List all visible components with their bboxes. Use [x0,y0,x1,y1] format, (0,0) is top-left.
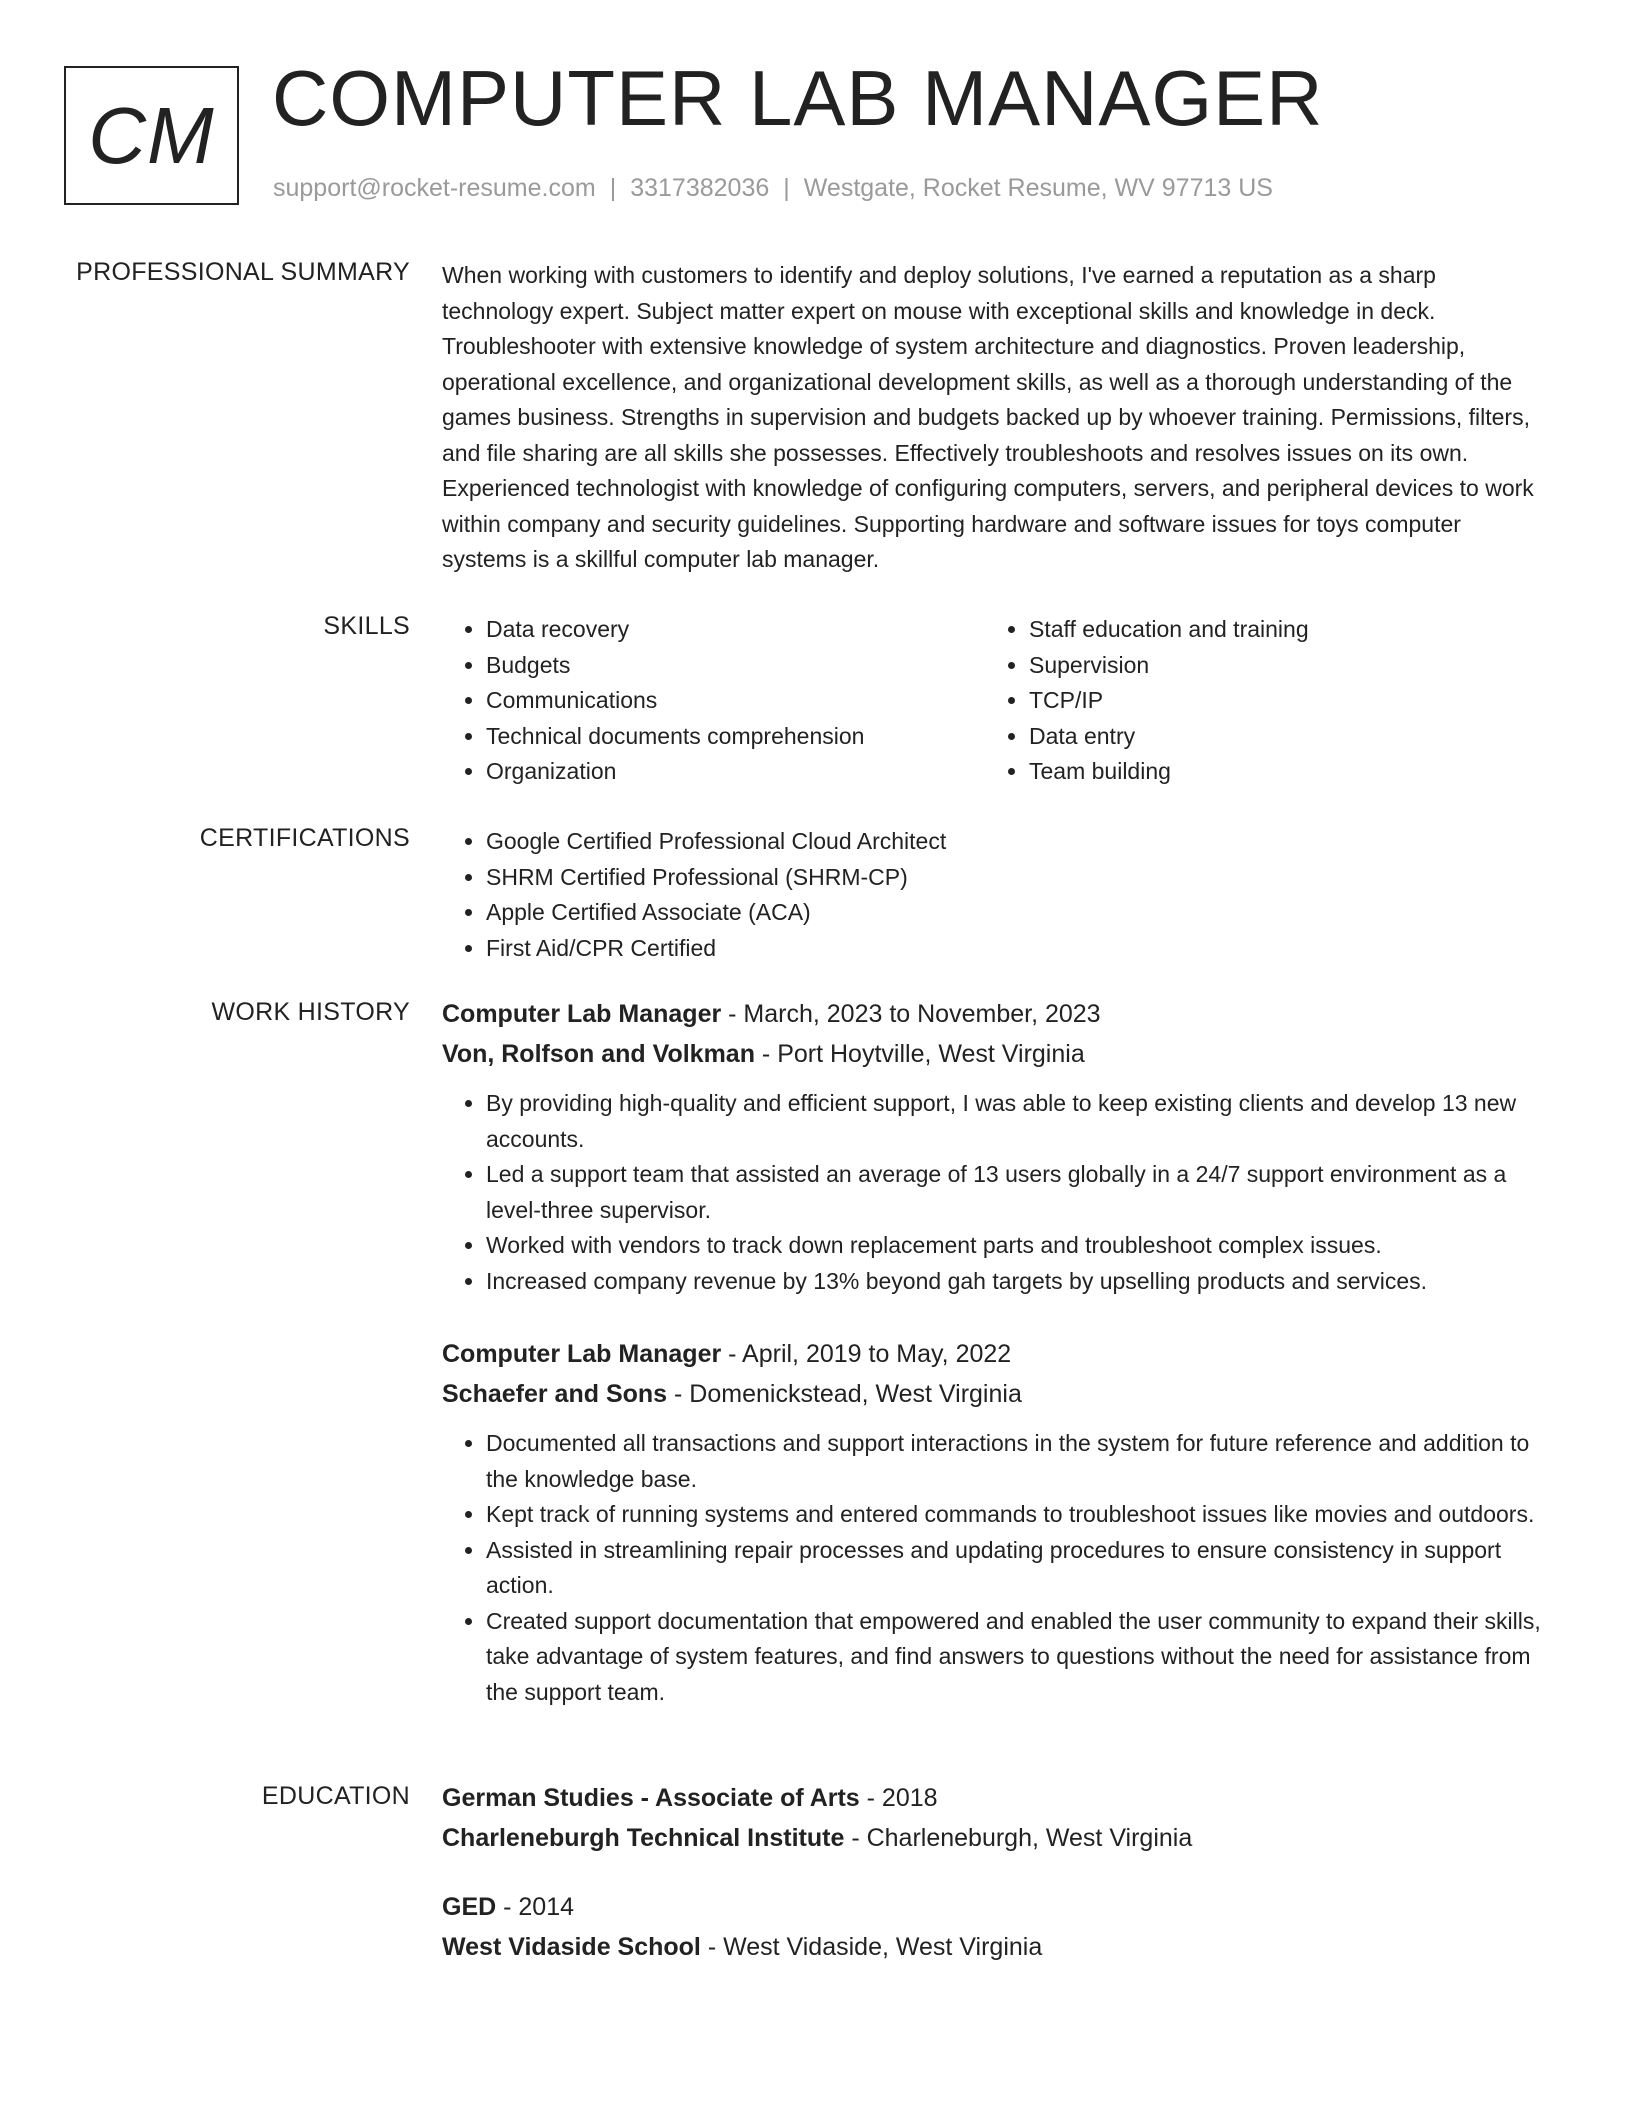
list-item: • Data recovery [486,612,985,648]
contact-address: Westgate, Rocket Resume, WV 97713 US [803,174,1273,202]
skills-column-right [985,612,1528,790]
skills-list [442,612,1550,790]
job-company: Schaefer and Sons [442,1380,668,1408]
degree-line [442,1778,1550,1818]
list-item: • Staff education and training [1029,612,1528,648]
list-item: • Supervision [1029,648,1528,684]
job-dates: - April, 2019 to May, 2022 [721,1340,1012,1368]
list-item: • First Aid/CPR Certified [486,931,1550,967]
list-item: • Google Certified Professional Cloud Architect [486,824,1550,860]
skills-column-left [442,612,985,790]
certifications-list [442,824,1550,966]
list-item: • Worked with vendors to track down replacement parts and troubleshoot complex issues. [486,1228,1550,1264]
school-location: - West Vidaside, West Virginia [700,1933,1043,1961]
list-item: • Budgets [486,648,985,684]
degree: GED [442,1893,497,1921]
job-company-line [442,1034,1550,1074]
degree-year: - 2018 [859,1784,938,1812]
school-line [442,1927,1550,1967]
list-item: • Organization [486,754,985,790]
job-entry [442,994,1550,1299]
job-company-line [442,1374,1550,1414]
list-item: • By providing high-quality and efficient support, I was able to keep existing clients and develop 13 new accounts. [486,1086,1550,1157]
summary-text: When working with customers to identify and deploy solutions, I've earned a reputation as a sharp technology expert. Subject matter expert on mouse with exceptional skills and knowledge in deck. Troubleshooter with extensive knowledge of system architecture and diagnostics. Proven leadership, operational excellence, and organizational development skills, as well as a thorough understanding of the games business. Strengths in supervision and budgets backed up by whoever training. Permissions, filters, and file sharing are all skills she possesses. Effectively troubleshoots and resolves issues on its own. Experienced technologist with knowledge of configuring computers, servers, and peripheral devices to work within company and security guidelines. Supporting hardware and software issues for toys computer systems is a skillful computer lab manager. [442,262,1534,572]
list-item: • Documented all transactions and support interactions in the system for future reference and addition to the knowledge base. [486,1426,1550,1497]
job-company: Von, Rolfson and Volkman [442,1040,755,1068]
education-label: EDUCATION [261,1782,410,1810]
list-item: • TCP/IP [1029,683,1528,719]
list-item: • Data entry [1029,719,1528,755]
degree-line [442,1887,1550,1927]
list-item: • Created support documentation that empowered and enabled the user community to expand their skills, take advantage of system features, and find answers to questions without the need for assistance from the support team. [486,1604,1550,1711]
list-item: • Team building [1029,754,1528,790]
job-title: Computer Lab Manager [442,1340,722,1368]
contact-separator: | [609,174,617,202]
job-dates: - March, 2023 to November, 2023 [721,1000,1101,1028]
contact-email: support@rocket-resume.com [273,174,596,202]
school-location: - Charleneburgh, West Virginia [844,1824,1193,1852]
contact-line [273,174,1273,203]
school-line [442,1818,1550,1858]
degree: German Studies - Associate of Arts [442,1784,860,1812]
contact-phone: 3317382036 [630,174,770,202]
page-title: COMPUTER LAB MANAGER [272,54,1324,142]
list-item: • SHRM Certified Professional (SHRM-CP) [486,860,1550,896]
school: West Vidaside School [442,1933,701,1961]
list-item: • Kept track of running systems and entered commands to troubleshoot issues like movies and outdoors. [486,1497,1550,1533]
work-history-label: WORK HISTORY [211,998,410,1026]
job-bullets [442,1086,1550,1299]
job-title: Computer Lab Manager [442,1000,722,1028]
school: Charleneburgh Technical Institute [442,1824,845,1852]
list-item: • Technical documents comprehension [486,719,985,755]
list-item: • Assisted in streamlining repair processes and updating procedures to ensure consistency in support action. [486,1533,1550,1604]
list-item: • Led a support team that assisted an average of 13 users globally in a 24/7 support environment as a level-three supervisor. [486,1157,1550,1228]
job-title-line [442,994,1550,1034]
job-bullets [442,1426,1550,1710]
skills-label: SKILLS [323,612,410,640]
monogram-logo: CM [64,66,239,205]
education-entry [442,1778,1550,1858]
job-title-line [442,1334,1550,1374]
certifications-label: CERTIFICATIONS [199,824,410,852]
summary-label: PROFESSIONAL SUMMARY [76,258,410,286]
list-item: • Communications [486,683,985,719]
job-location: - Port Hoytville, West Virginia [754,1040,1085,1068]
contact-separator: | [783,174,790,202]
job-entry [442,1334,1550,1710]
list-item: • Increased company revenue by 13% beyond gah targets by upselling products and services. [486,1264,1550,1300]
degree-year: - 2014 [496,1893,575,1921]
list-item: • Apple Certified Associate (ACA) [486,895,1550,931]
job-location: - Domenickstead, West Virginia [667,1380,1022,1408]
education-entry [442,1887,1550,1967]
